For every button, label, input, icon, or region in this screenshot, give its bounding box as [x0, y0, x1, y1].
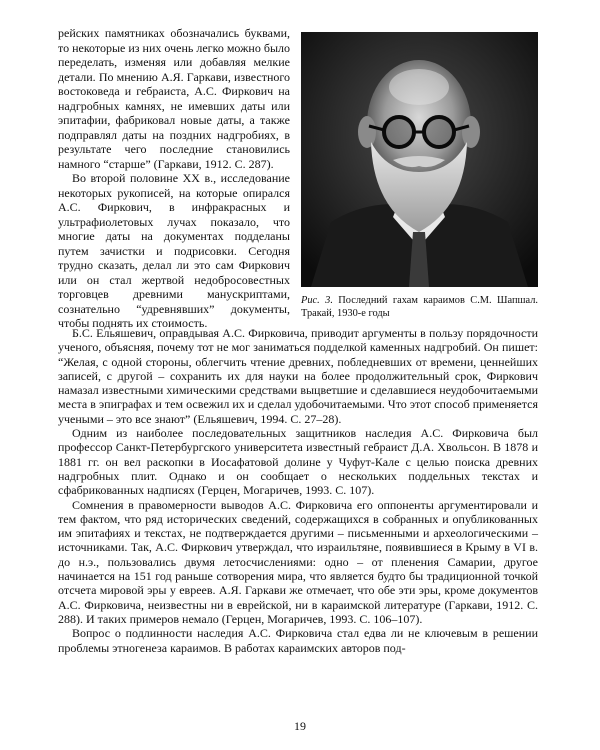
page — [58, 26, 538, 655]
figure-caption — [301, 295, 538, 320]
paragraph-6: Вопрос о подлинности наследия А.С. Фирковича стал едва ли не ключевым в решении проблемы этногенеза караимов. В работах караимских авторов под- — [58, 626, 538, 655]
left-column — [58, 26, 290, 331]
body-text — [58, 326, 538, 655]
caption-text: Последний гахам караимов С.М. Шапшал. Тракай, 1930-е годы — [301, 295, 538, 319]
paragraph-3: Б.С. Ельяшевич, оправдывая А.С. Фирковича, приводит аргументы в пользу порядочности ученого, объясняя, почему тот не мог заниматься подделкой каменных надгробий. Он пишет: “Желая, с одной стороны, облегчить чтение древних, побледневших от времени, ценнейших записей, с другой – сохранить их для науки на более продолжительный срок, Фиркович намазал известными химическими средствами выцветшие и сделавшиеся неудобочитаемыми места в эпиграфах и тем освежил их и сделал удобочитаемыми. Что этот способ применяется учеными – это все знают” (Ельяшевич, 1994. С. 27–28). — [58, 326, 538, 426]
caption-label: Рис. 3. — [301, 295, 333, 306]
paragraph-4: Одним из наиболее последовательных защитников наследия А.С. Фирковича был профессор Санкт-Петербургского университета известный гебраист Д.А. Хвольсон. В 1878 и 1881 гг. он вел раскопки в Иосафатовой долине у Чуфут-Кале с целью поиска древних надгробных плит. Однако и он сообщает о нескольких поддельных текстах и сфабрикованных надписях (Герцен, Могаричев, 1993. С. 107). — [58, 426, 538, 498]
paragraph-5: Сомнения в правомерности выводов А.С. Фирковича его оппоненты аргументировали и тем фактом, что ряд исторических сведений, содержащихся в собранных и опубликованных им эпитафиях и текстах, не подтверждается другими – письменными и археологическими – источниками. Так, А.С. Фиркович утверждал, что израильтяне, появившиеся в Крыму в VI в. до н.э., пользовались двумя летосчислениями: одно – от пленения Самарии, другое начинается на 151 год раньше сотворения мира, что является будто бы традиционной точкой отсчета мировой эры у евреев. А.Я. Гаркави же отмечает, что обе эти эры, кроме документов А.С. Фирковича, неизвестны ни в еврейской, ни в караимской литературе (Гаркави, 1912. С. 288). И таких примеров немало (Герцен, Могаричев, 1993. С. 106–107). — [58, 497, 538, 626]
portrait-photo — [301, 32, 538, 287]
page-number: 19 — [294, 719, 306, 733]
top-section — [58, 26, 538, 330]
paragraph-2: Во второй половине XX в., исследование некоторых рукописей, на которые опирался А.С. Фиркович, в инфракрасных и ультрафиолетовых лучах показало, что многие даты на документах подделаны путем зачистки и подрисовки. Сегодня трудно сказать, делал ли это сам Фиркович или он стал жертвой недобросовестных торговцев древними манускриптами, сознательно “удревнявших” документы, чтобы поднять их стоимость. — [58, 171, 290, 330]
figure — [301, 32, 538, 320]
paragraph-1: рейских памятниках обозначались буквами, то некоторые из них очень легко можно было переделать, изменяя или добавляя мелкие детали. По мнению А.Я. Гаркави, известного востоковеда и гебраиста, А.С. Фиркович на надгробных камнях, не имевших даты или эпитафии, фабриковал новые даты, а также подправлял даты на поздних надгробиях, в результате чего последние становились намного “старше” (Гаркави, 1912. С. 287). — [58, 26, 290, 171]
